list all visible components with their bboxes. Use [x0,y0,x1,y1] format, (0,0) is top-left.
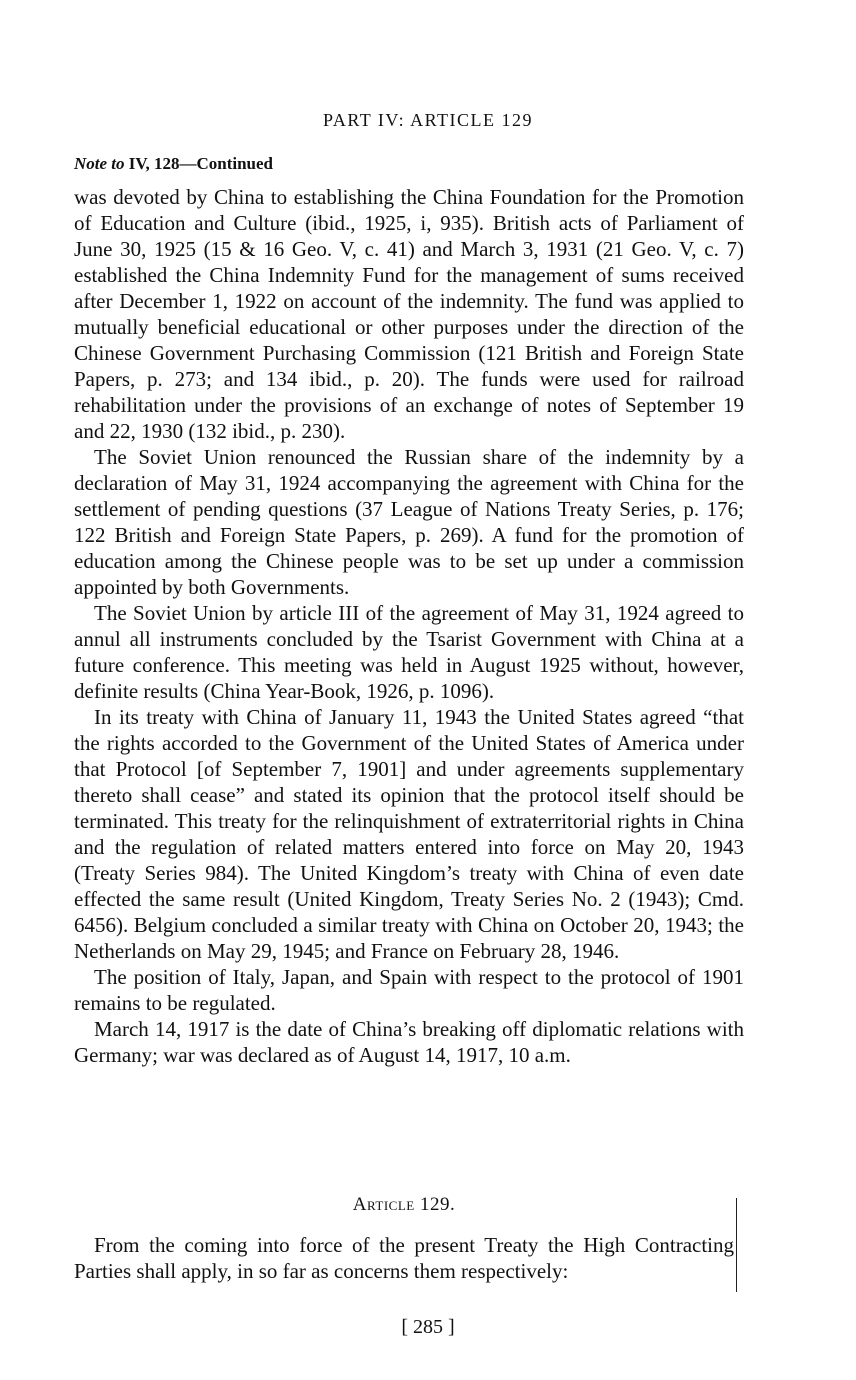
running-head: PART IV: ARTICLE 129 [322,110,534,130]
note-heading [74,154,273,174]
note-heading-prefix: Note to [74,154,125,173]
note-heading-ref: IV, 128—Continued [128,154,274,173]
paragraph: March 14, 1917 is the date of China’s breaking off diplomatic relations with Germany; war was declared as of August 14, 1917, 10 a.m. [74,1017,744,1067]
paragraph: The Soviet Union by article III of the agreement of May 31, 1924 agreed to annul all instruments concluded by the Tsarist Government with China at a future conference. This meeting was held in August 1925 without, however, definite results (China Year-Book, 1926, p. 1096). [74,601,744,703]
article-title: Article 129. [352,1194,456,1215]
paragraph: was devoted by China to establishing the China Foundation for the Promotion of Education and Culture (ibid., 1925, i, 935). British acts of Parliament of June 30, 1925 (15 & 16 Geo. V, c. 41) and March 3, 1931 (21 Geo. V, c. 7) established the China Indemnity Fund for the management of sums received after December 1, 1922 on account of the indemnity. The fund was applied to mutually beneficial educational or other purposes under the direction of the Chinese Government Purchasing Commission (121 British and Foreign State Papers, p. 273; and 134 ibid., p. 20). The funds were used for railroad rehabilitation under the provisions of an exchange of notes of September 19 and 22, 1930 (132 ibid., p. 230). [74,185,744,443]
paragraph: The Soviet Union renounced the Russian share of the indemnity by a declaration of May 31, 1924 accompanying the agreement with China for the settlement of pending questions (37 League of Nations Treaty Series, p. 176; 122 British and Foreign State Papers, p. 269). A fund for the promotion of education among the Chinese people was to be set up under a commission appointed by both Governments. [74,445,744,599]
paragraph: In its treaty with China of January 11, 1943 the United States agreed “that the rights accorded to the Government of the United States of America under that Protocol [of September 7, 1901] and under agreements supplementary thereto shall cease” and stated its opinion that the protocol itself should be terminated. This treaty for the relinquishment of extraterritorial rights in China and the regulation of related matters entered into force on May 20, 1943 (Treaty Series 984). The United Kingdom’s treaty with China of even date effected the same result (United Kingdom, Treaty Series No. 2 (1943); Cmd. 6456). Belgium concluded a similar treaty with China on October 20, 1943; the Netherlands on May 29, 1945; and France on February 28, 1946. [74,705,744,963]
article-text: From the coming into force of the present Treaty the High Contracting Parties shall apply, in so far as concerns them respectively: [74,1233,734,1283]
article-section [74,1194,736,1284]
page-number: [ 285 ] [401,1316,455,1338]
margin-rule [736,1198,737,1292]
paragraph: The position of Italy, Japan, and Spain with respect to the protocol of 1901 remains to be regulated. [74,965,744,1015]
note-body [74,184,744,1068]
